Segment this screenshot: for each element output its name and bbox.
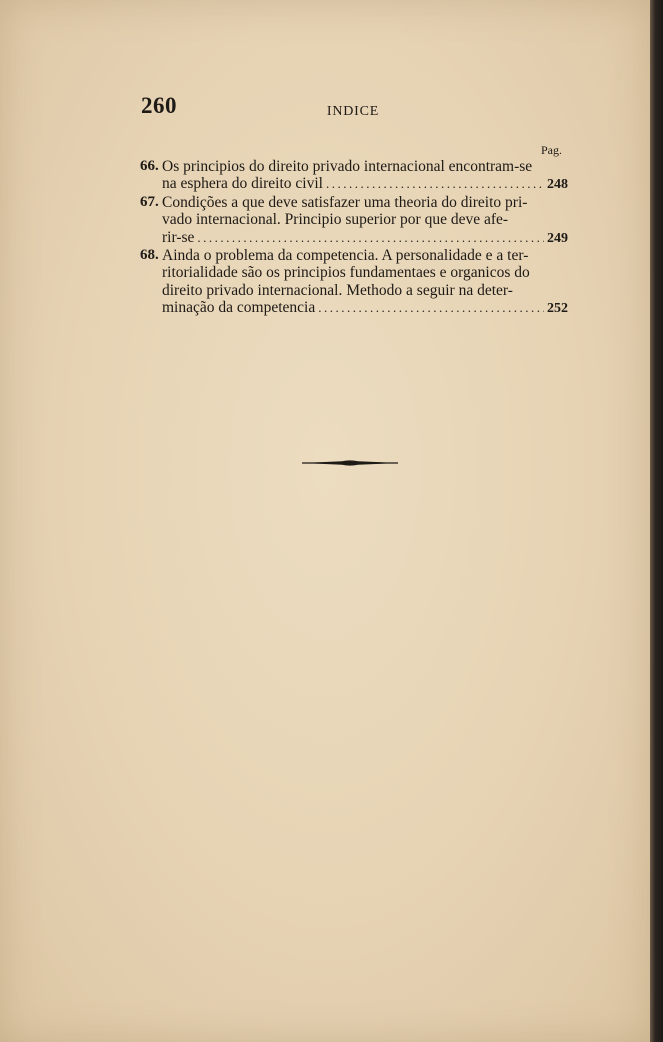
- dot-leader: [326, 175, 544, 192]
- entry-number: 68.: [140, 247, 159, 264]
- entry-leader-line: [162, 229, 568, 247]
- index-entry-66: [140, 158, 568, 194]
- entry-last-line: minação da competencia: [162, 299, 316, 317]
- entry-last-line: rir-se: [162, 228, 195, 246]
- index-entry-68: [140, 247, 568, 318]
- entry-page-number: 248: [547, 177, 568, 193]
- entry-leader-line: [162, 175, 568, 193]
- dot-leader: [197, 229, 544, 246]
- page-column-label: Pag.: [541, 143, 562, 157]
- page-number: 260: [141, 93, 177, 118]
- entry-number: 67.: [140, 193, 159, 210]
- running-title: INDICE: [326, 104, 380, 119]
- entry-line: direito privado internacional. Methodo a seguir na deter-: [162, 281, 513, 299]
- index-entry-67: [140, 194, 568, 247]
- entry-line: Os principios do direito privado internacional encontram-se: [162, 158, 533, 175]
- dot-leader: [318, 299, 544, 316]
- entry-line: Condições a que deve satisfazer uma theoria do direito pri-: [162, 193, 528, 211]
- entry-number: 66.: [140, 158, 159, 174]
- book-spine-edge: [650, 0, 663, 1042]
- entry-leader-line: [162, 299, 568, 317]
- index-entries: [140, 158, 568, 318]
- entry-line: Ainda o problema da competencia. A personalidade e a ter-: [162, 247, 529, 265]
- entry-line: vado internacional. Principio superior por que deve afe-: [162, 211, 509, 229]
- entry-last-line: na esphera do direito civil: [162, 175, 323, 193]
- tapered-rule-ornament-icon: [302, 456, 398, 470]
- entry-line: ritorialidade são os principios fundamentaes e organicos do: [162, 264, 530, 282]
- entry-page-number: 252: [547, 301, 568, 317]
- entry-page-number: 249: [547, 230, 568, 246]
